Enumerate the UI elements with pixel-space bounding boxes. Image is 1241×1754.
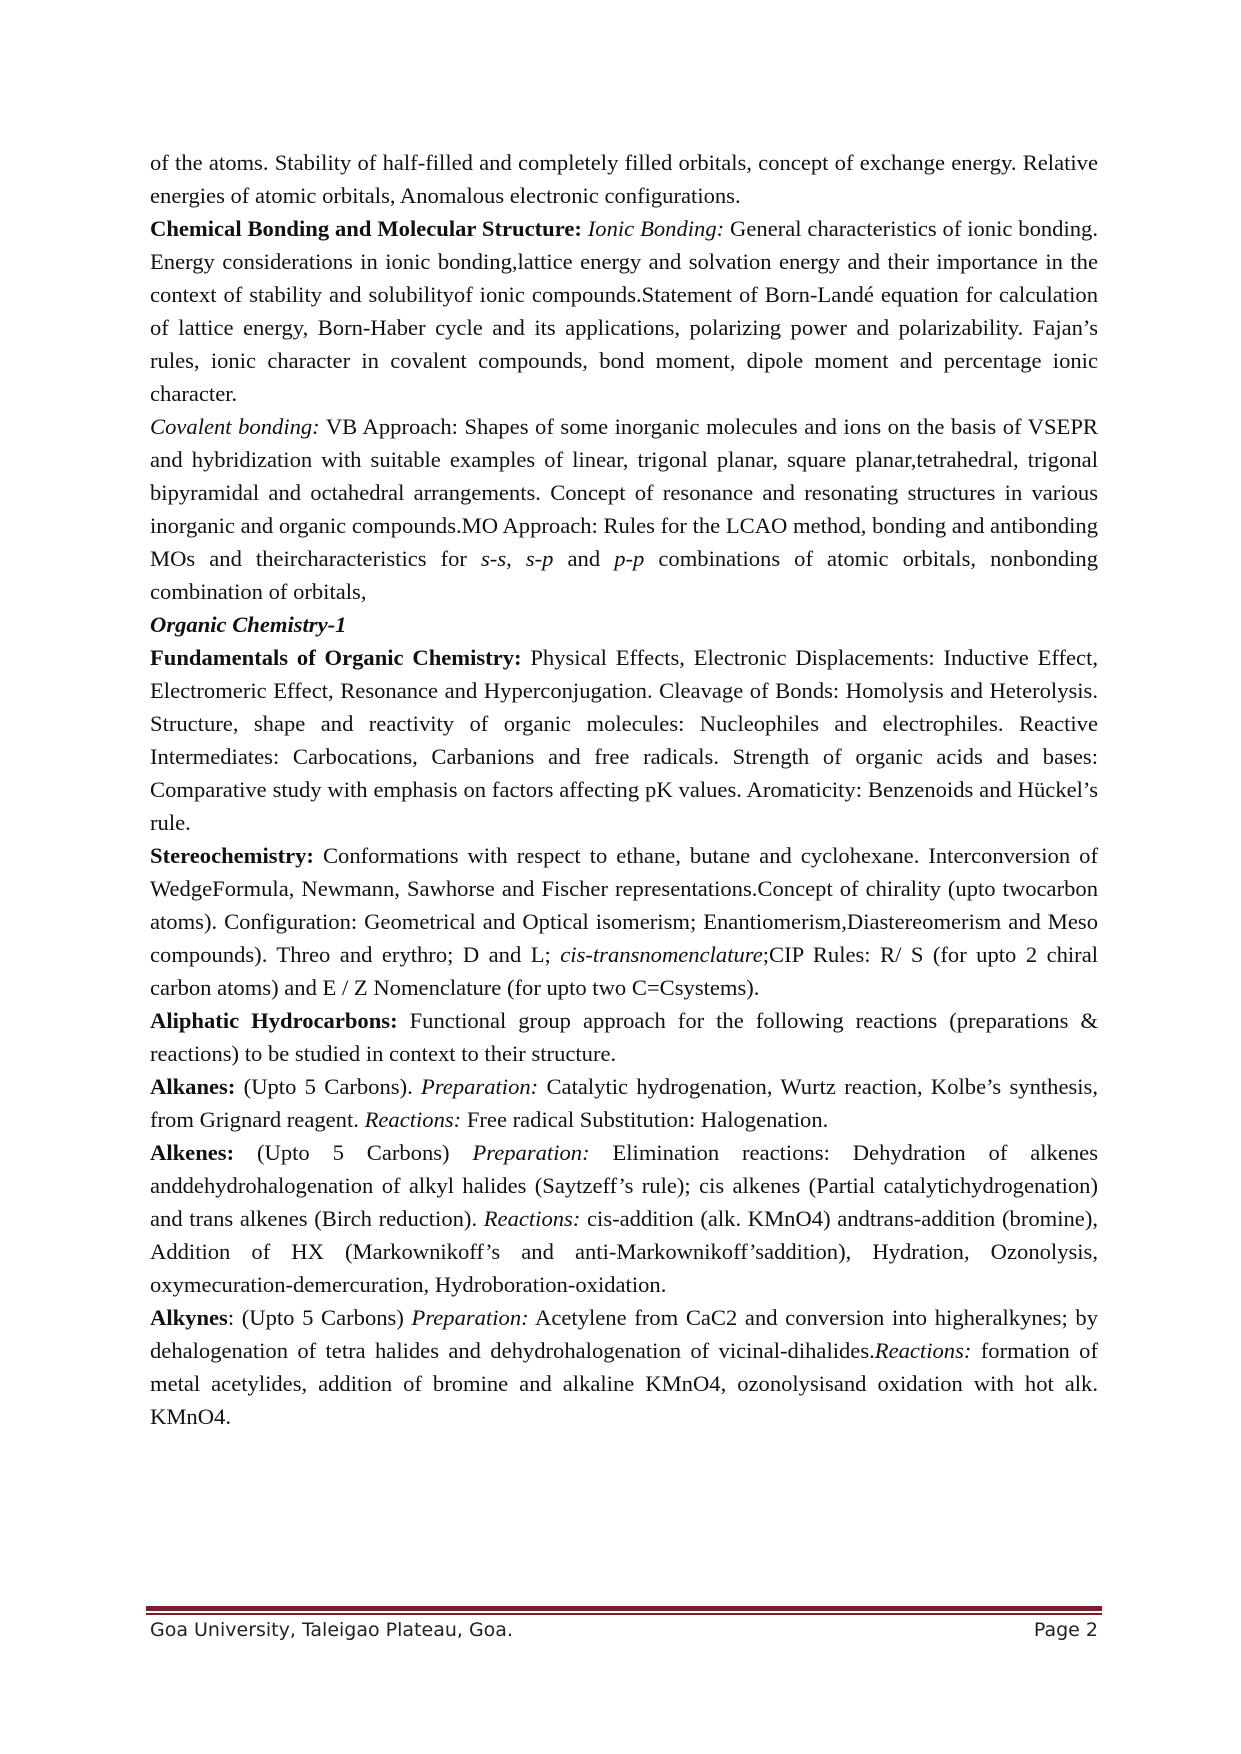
- text-run: Elimination reactions: Dehydration of alkenes anddehydrohalogenation of alkyl halides (Saytzeff’s rule); cis alkenes (Partial catalytichydrogenation) and trans alkenes (Birch reduction).: [150, 1140, 1098, 1231]
- italic-term: Ionic Bonding:: [587, 216, 725, 241]
- page-footer: [150, 1619, 1098, 1649]
- heading-organic-chemistry: [150, 608, 1098, 641]
- bold-term: Fundamentals of Organic Chemistry:: [150, 645, 522, 670]
- text-run: Functional group approach for the following reactions (preparations & reactions) to be studied in context to their structure.: [150, 1008, 1098, 1066]
- italic-term: Reactions:: [874, 1338, 972, 1363]
- para-alkenes: [150, 1136, 1098, 1301]
- text-run: General characteristics of ionic bonding. Energy considerations in ionic bonding,lattice energy and solvation energy and their importance in the context of stability and solubilityof ionic compounds.Statement of Born-Landé equation for calculation of lattice energy, Born-Haber cycle and its applications, polarizing power and polarizability. Fajan’s rules, ionic character in covalent compounds, bond moment, dipole moment and percentage ionic character.: [150, 216, 1098, 406]
- italic-term: p-p: [614, 546, 645, 571]
- italic-term: cis-transnomenclature: [560, 942, 763, 967]
- footer-page-number: Page 2: [1033, 1619, 1098, 1641]
- para-stereochemistry: [150, 839, 1098, 1004]
- bold-term: Organic Chemistry-1: [150, 612, 347, 637]
- text-run: Conformations with respect to ethane, butane and cyclohexane. Interconversion of WedgeFormula, Newmann, Sawhorse and Fischer representations.Concept of chirality (upto twocarbon atoms). Configuration: Geometrical and Optical isomerism; Enantiomerism,Diastereomerism and Meso compounds). Threo and erythro; D and L;: [150, 843, 1098, 967]
- text-run: (Upto 5 Carbons).: [235, 1074, 422, 1099]
- italic-term: Preparation:: [421, 1074, 539, 1099]
- bold-term: Chemical Bonding and Molecular Structure:: [150, 216, 582, 241]
- italic-term: s-s: [481, 546, 507, 571]
- para-chemical-bonding: [150, 212, 1098, 410]
- text-run: cis-addition (alk. KMnO4) andtrans-addition (bromine), Addition of HX (Markownikoff’s and anti-Markownikoff’saddition), Hydration, Ozonolysis, oxymecuration-demercuration, Hydroboration-oxidation.: [150, 1206, 1098, 1297]
- italic-term: s-p: [525, 546, 554, 571]
- bold-term: Alkynes: [150, 1305, 228, 1330]
- footer-divider: [146, 1606, 1102, 1615]
- text-run: Free radical Substitution: Halogenation.: [461, 1107, 829, 1132]
- para-aliphatic-hydrocarbons: [150, 1004, 1098, 1070]
- text-run: ;CIP Rules: R/ S (for upto 2 chiral carbon atoms) and E / Z Nomenclature (for upto two C=Csystems).: [150, 942, 1099, 1000]
- italic-term: Preparation:: [472, 1140, 590, 1165]
- para-atomic-structure-cont: [150, 146, 1098, 212]
- italic-term: Reactions:: [483, 1206, 581, 1231]
- para-alkynes: [150, 1301, 1098, 1433]
- para-covalent-bonding: [150, 410, 1098, 608]
- text-run: ,: [506, 546, 526, 571]
- text-run: Catalytic hydrogenation, Wurtz reaction, Kolbe’s synthesis, from Grignard reagent.: [150, 1074, 1098, 1132]
- bold-term: Stereochemistry:: [150, 843, 314, 868]
- text-run: and: [553, 546, 615, 571]
- bold-term: Aliphatic Hydrocarbons:: [150, 1008, 398, 1033]
- text-run: combinations of atomic orbitals, nonbonding combination of orbitals,: [150, 546, 1099, 604]
- bold-term: Alkanes:: [150, 1074, 236, 1099]
- text-run: VB Approach: Shapes of some inorganic molecules and ions on the basis of VSEPR and hybridization with suitable examples of linear, trigonal planar, square planar,tetrahedral, trigonal bipyramidal and octahedral arrangements. Concept of resonance and resonating structures in various inorganic and organic compounds.MO Approach: Rules for the LCAO method, bonding and antibonding MOs and theircharacteristics for: [150, 414, 1098, 571]
- text-run: : (Upto 5 Carbons): [227, 1305, 412, 1330]
- footer-institution: Goa University, Taleigao Plateau, Goa.: [150, 1619, 513, 1641]
- para-alkanes: [150, 1070, 1098, 1136]
- italic-term: Reactions:: [364, 1107, 462, 1132]
- text-run: of the atoms. Stability of half-filled and completely filled orbitals, concept of exchange energy. Relative energies of atomic orbitals, Anomalous electronic configurations.: [150, 150, 1098, 208]
- bold-term: Alkenes:: [150, 1140, 235, 1165]
- para-fundamentals: [150, 641, 1098, 839]
- text-run: Physical Effects, Electronic Displacements: Inductive Effect, Electromeric Effect, Resonance and Hyperconjugation. Cleavage of Bonds: Homolysis and Heterolysis. Structure, shape and reactivity of organic molecules: Nucleophiles and electrophiles. Reactive Intermediates: Carbocations, Carbanions and free radicals. Strength of organic acids and bases: Comparative study with emphasis on factors affecting pK values. Aromaticity: Benzenoids and Hückel’s rule.: [150, 645, 1098, 835]
- footer-divider-thin: [146, 1613, 1102, 1615]
- italic-term: Covalent bonding:: [150, 414, 320, 439]
- italic-term: Preparation:: [411, 1305, 529, 1330]
- text-run: formation of metal acetylides, addition of bromine and alkaline KMnO4, ozonolysisand oxidation with hot alk. KMnO4.: [150, 1338, 1099, 1429]
- page-body: [150, 146, 1098, 1433]
- text-run: Acetylene from CaC2 and conversion into higheralkynes; by dehalogenation of tetra halides and dehydrohalogenation of vicinal-dihalides.: [150, 1305, 1098, 1363]
- text-run: (Upto 5 Carbons): [234, 1140, 473, 1165]
